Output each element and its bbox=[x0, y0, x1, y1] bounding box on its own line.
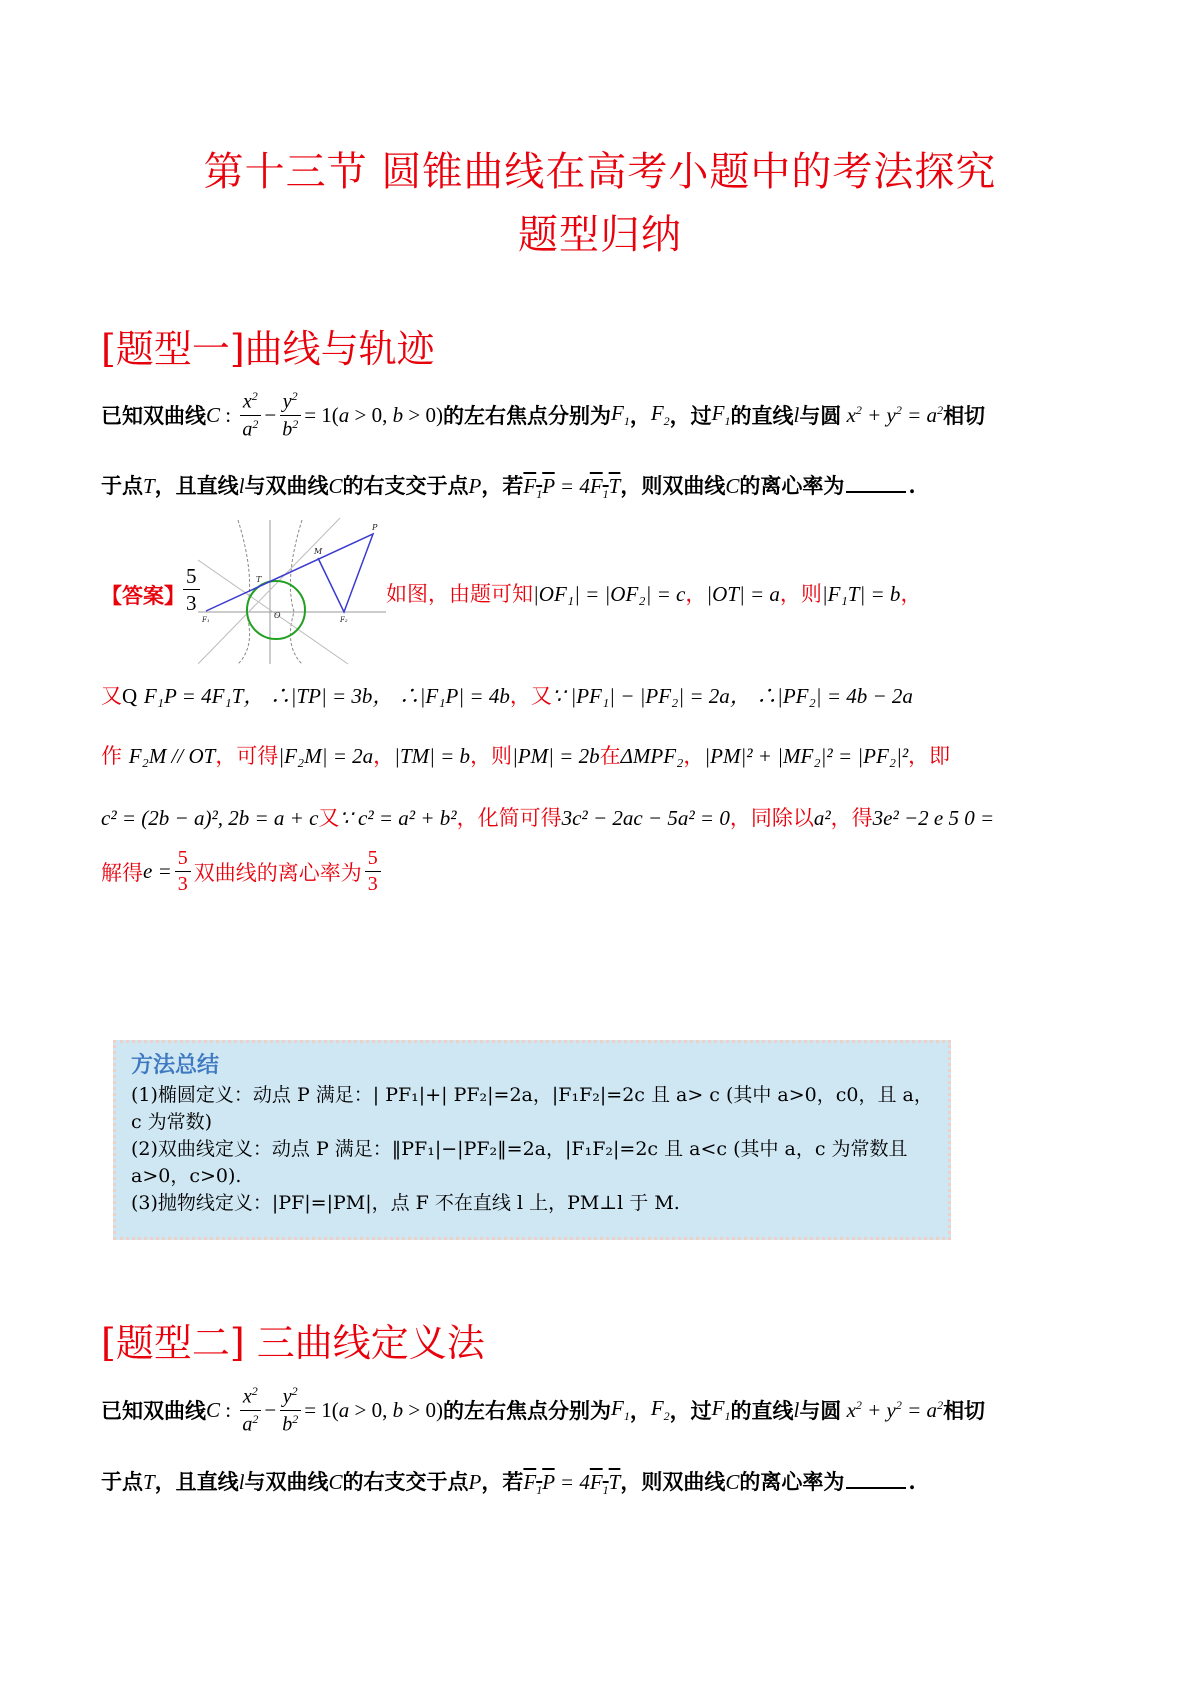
solution-line5: 解得 e = $\frac{5}{3}$ 双曲线的离心率为 $\frac{5}{3}$ bbox=[101, 848, 384, 895]
figure-label-o: O bbox=[274, 611, 281, 620]
page-subtitle: 题型归纳 bbox=[518, 212, 682, 258]
method-line-5: (3)抛物线定义：|PF|=|PM|，点 F 不在直线 l 上，PM⊥l 于 M. bbox=[131, 1192, 680, 1214]
solution-line2: 又Q F₁P = 4F₁T， ∴|TP| = 3b， ∴|F₁P| = 4b，又∵ |PF₁| − |PF₂| = 2a， ∴|PF₂| = 4b − 2a bbox=[101, 684, 913, 708]
hyperbola-figure bbox=[198, 518, 388, 666]
method-line-4: a>0，c>0). bbox=[131, 1165, 242, 1187]
answer-blank[interactable] bbox=[846, 473, 906, 493]
question1-line1: 已知双曲线 C : $\frac{x^2}{a^2}$ − $\frac{y^2}{b^2}$ = 1(a > 0, b > 0) 的左右焦点分别为 $F_1$ ， $F_2$ ，过 $F_1$ 的直线 l 与圆 $x^2 + y^2 = a^2$ 相切 bbox=[101, 388, 986, 441]
method-line-3: (2)双曲线定义：动点 P 满足：‖PF₁|−|PF₂‖=2a，|F₁F₂|=2c 且 a<c (其中 a，c 为常数且 bbox=[131, 1138, 908, 1160]
section1-heading: [题型一]曲线与轨迹 bbox=[101, 327, 435, 371]
page-title: 第十三节 圆锥曲线在高考小题中的考法探究 bbox=[203, 149, 997, 195]
solution-line3: 作 F₂M // OT，可得|F₂M| = 2a，|TM| = b，则|PM| = 2b在ΔMPF₂，|PM|² + |MF₂|² = |PF₂|²，即 bbox=[101, 744, 951, 768]
answer-blank-2[interactable] bbox=[846, 1469, 906, 1489]
answer-value: $\frac{5}{3}$ bbox=[180, 565, 203, 614]
question2-line1: 已知双曲线 C : $\frac{x^2}{a^2}$ − $\frac{y^2}{b^2}$ = 1(a > 0, b > 0) 的左右焦点分别为 $F_1$ ， $F_2$ ，过 $F_1$ 的直线 l 与圆 $x^2 + y^2 = a^2$ 相切 bbox=[101, 1383, 986, 1436]
question1-line2: 于点T，且直线l与双曲线C的右支交于点P，若$F_1P = 4F_1T$，则双曲线C的离心率为 . bbox=[101, 473, 916, 502]
figure-label-f1: F₁ bbox=[202, 616, 210, 624]
figure-label-p: P bbox=[372, 523, 378, 532]
figure-label-m: M bbox=[314, 547, 323, 556]
question2-line2: 于点T，且直线l与双曲线C的右支交于点P，若$F_1P = 4F_1T$，则双曲线C的离心率为 . bbox=[101, 1469, 916, 1498]
figure-label-f2: F₂ bbox=[340, 616, 348, 624]
solution-line1: 如图，由题可知|OF₁| = |OF₂| = c，|OT| = a，则|F₁T| = b， bbox=[386, 582, 922, 606]
solution-line4: c² = (2b − a)², 2b = a + c又∵ c² = a² + b²，化简可得3c² − 2ac − 5a² = 0，同除以a²，得3e² −2 e 5 0 = bbox=[101, 806, 995, 830]
method-line-1: (1)椭圆定义：动点 P 满足：| PF₁|+| PF₂|=2a，|F₁F₂|=2c 且 a> c (其中 a>0，c0，且 a， bbox=[131, 1084, 933, 1106]
method-line-2: c 为常数) bbox=[131, 1111, 213, 1133]
method-summary-title: 方法总结 bbox=[131, 1052, 220, 1078]
section2-heading: [题型二] 三曲线定义法 bbox=[101, 1321, 485, 1365]
answer-label: 【答案】 bbox=[101, 583, 185, 608]
figure-label-t: T bbox=[256, 575, 262, 584]
